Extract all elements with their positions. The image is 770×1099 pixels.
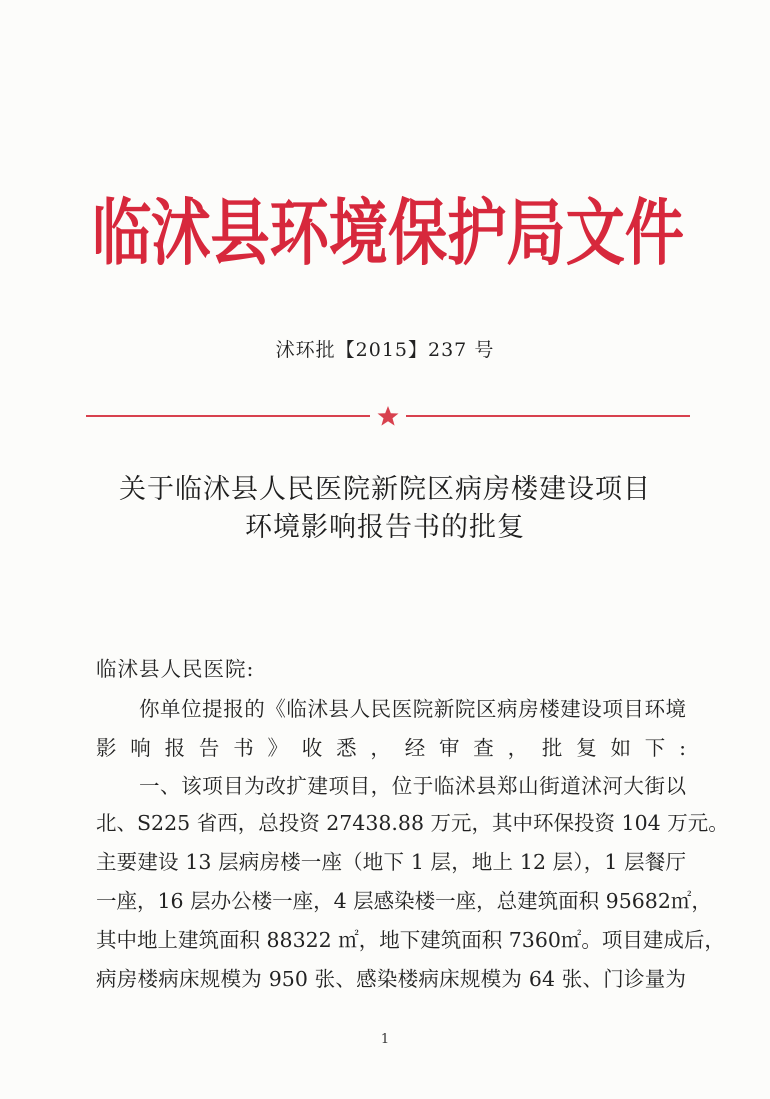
body-line: 病房楼病床规模为 950 张、感染楼病床规模为 64 张、门诊量为 (96, 967, 686, 991)
masthead-svg (88, 180, 688, 275)
body-line: 其中地上建筑面积 88322 ㎡，地下建筑面积 7360㎡。项目建成后， (96, 928, 725, 952)
page-number: 1 (380, 1032, 390, 1047)
body-line: 你单位提报的《临沭县人民医院新院区病房楼建设项目环境 (139, 697, 686, 721)
document-title-line-2: 环境影响报告书的批复 (245, 512, 525, 543)
body-line: 影响报告书》收悉，经审查，批复如下: (96, 736, 686, 760)
body-line: 北、S225 省西，总投资 27438.88 万元，其中环保投资 104 万元。 (96, 811, 729, 835)
header-divider (86, 404, 690, 428)
body-line: 主要建设 13 层病房楼一座（地下 1 层，地上 12 层），1 层餐厅 (96, 850, 686, 874)
body-line: 一座，16 层办公楼一座，4 层感染楼一座，总建筑面积 95682㎡， (96, 889, 712, 913)
body-line: 一、该项目为改扩建项目，位于临沭县郑山街道沭河大街以 (139, 774, 686, 798)
masthead (88, 180, 688, 275)
divider-svg (86, 404, 690, 428)
document-number: 沭环批【2015】237 号 (275, 339, 495, 361)
masthead-title: 临沭县环境保护局文件 (92, 191, 684, 275)
star-icon (378, 406, 399, 426)
salutation: 临沭县人民医院: (96, 657, 255, 681)
document-title-line-1: 关于临沭县人民医院新院区病房楼建设项目 (119, 474, 651, 505)
